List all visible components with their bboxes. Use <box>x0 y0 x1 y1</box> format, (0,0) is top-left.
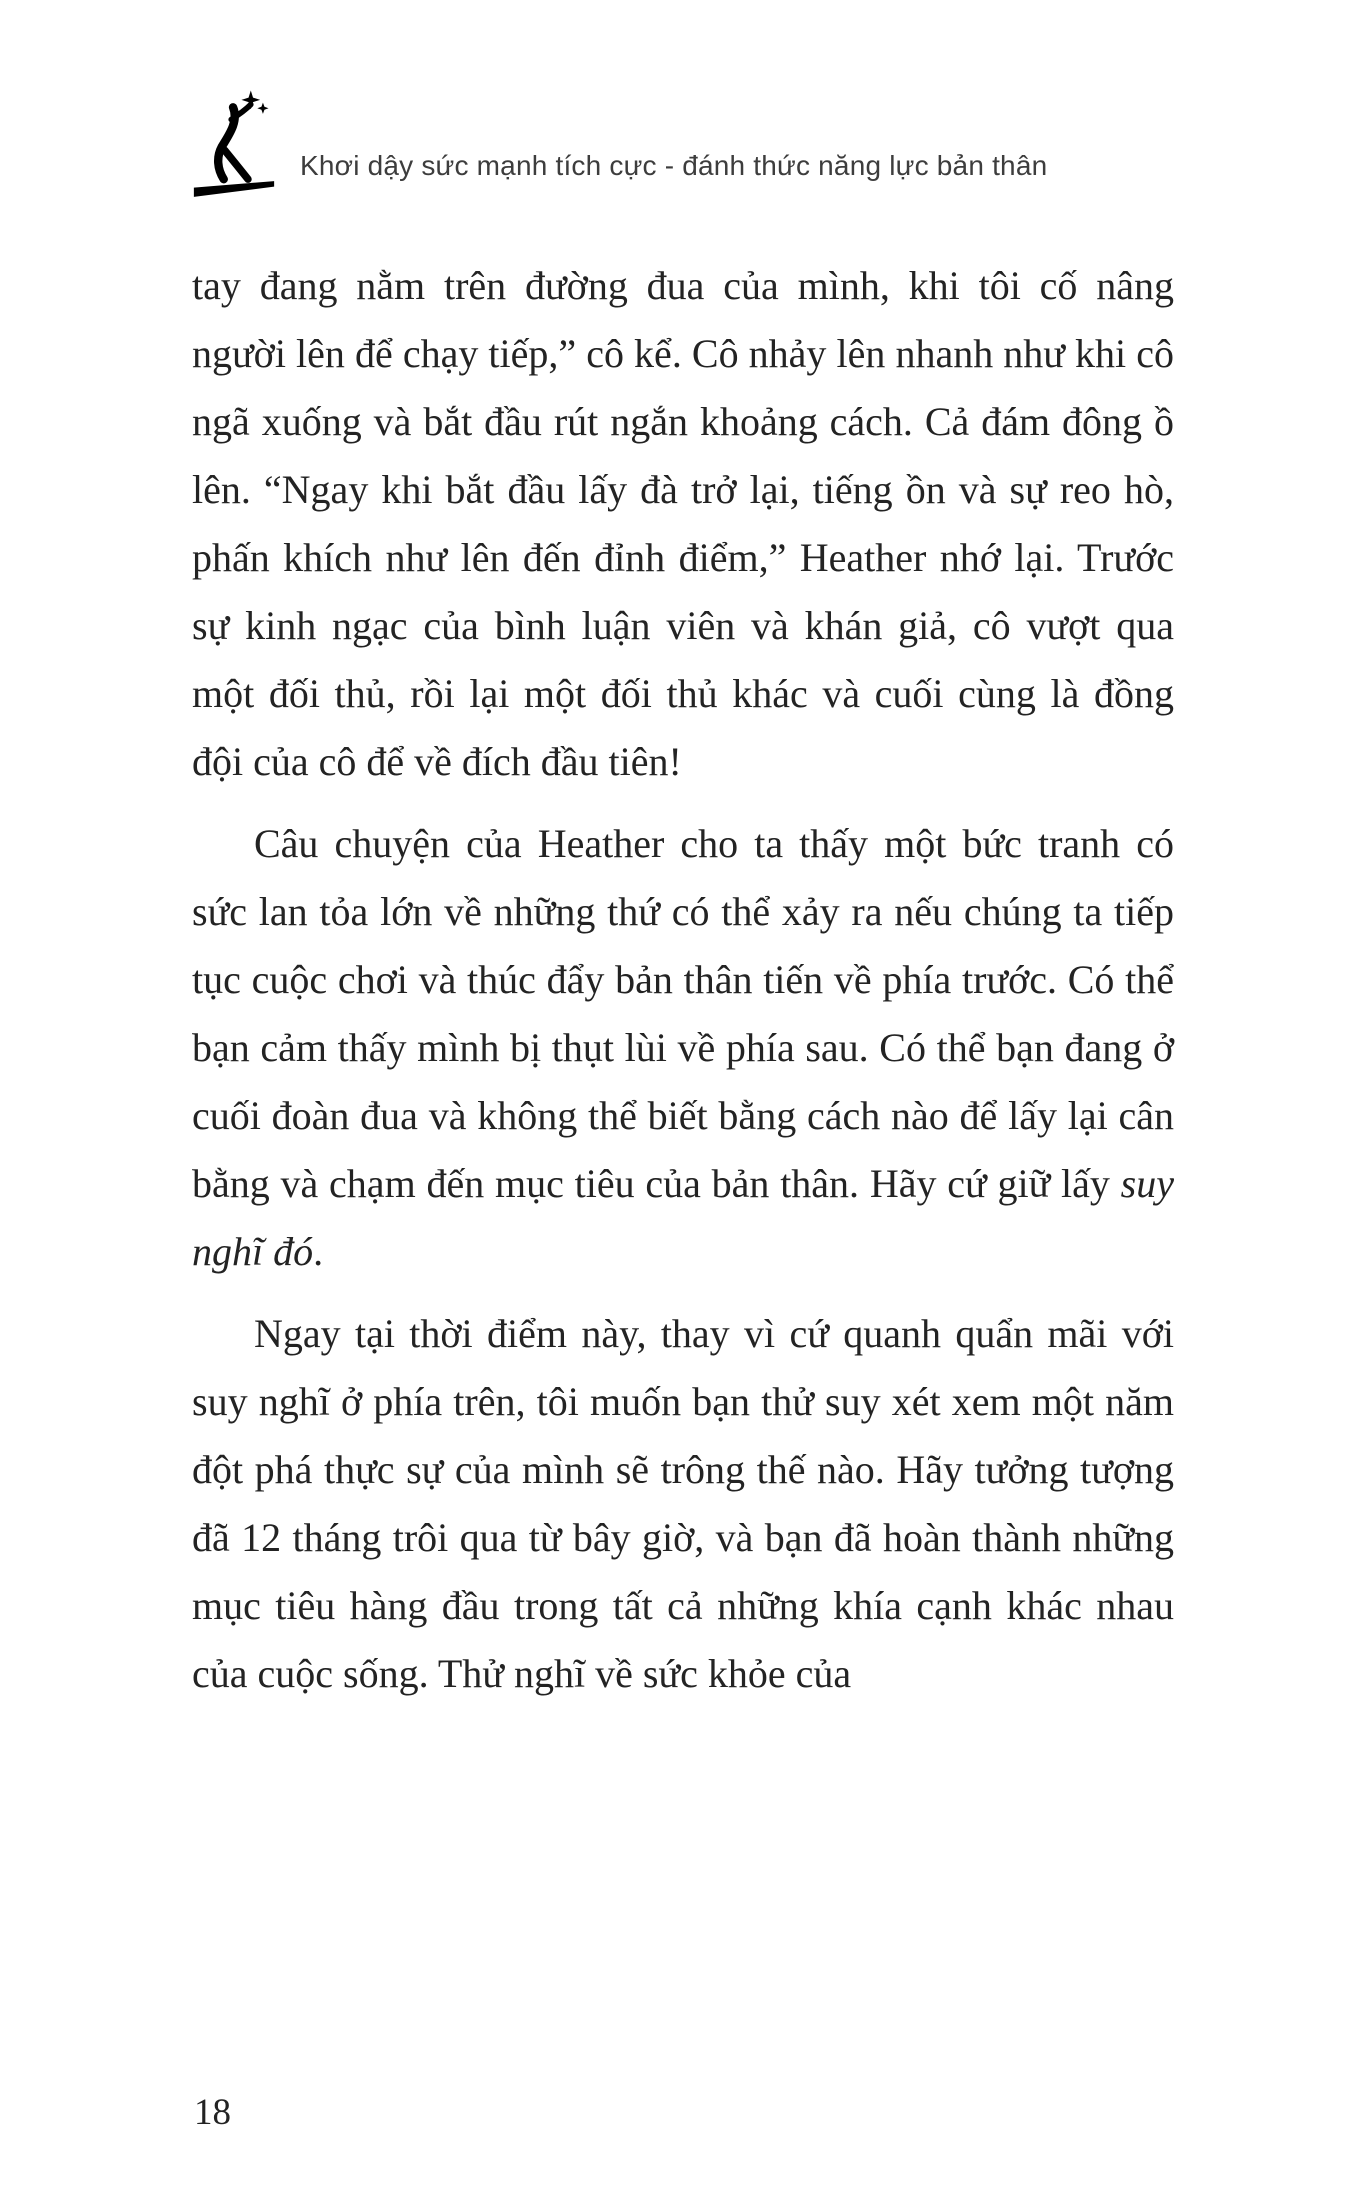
page-content <box>192 252 1174 1708</box>
paragraph <box>192 810 1174 1286</box>
paragraph-text: Câu chuyện của Heather cho ta thấy một bức tranh có sức lan tỏa lớn về những thứ có thể xảy ra nếu chúng ta tiếp tục cuộc chơi và thúc đẩy bản thân tiến về phía trước. Có thể bạn cảm thấy mình bị thụt lùi về phía sau. Có thể bạn đang ở cuối đoàn đua và không thể biết bằng cách nào để lấy lại cân bằng và chạm đến mục tiêu của bản thân. Hãy cứ giữ lấy <box>192 821 1174 1206</box>
star-figure-logo-icon <box>192 86 276 208</box>
book-title: Khơi dậy sức mạnh tích cực - đánh thức năng lực bản thân <box>300 150 1048 181</box>
paragraph-text: . <box>313 1229 324 1274</box>
paragraph: tay đang nằm trên đường đua của mình, khi tôi cố nâng người lên để chạy tiếp,” cô kể. Cô nhảy lên nhanh như khi cô ngã xuống và bắt đầu rút ngắn khoảng cách. Cả đám đông ồ lên. “Ngay khi bắt đầu lấy đà trở lại, tiếng ồn và sự reo hò, phấn khích như lên đến đỉnh điểm,” Heather nhớ lại. Trước sự kinh ngạc của bình luận viên và khán giả, cô vượt qua một đối thủ, rồi lại một đối thủ khác và cuối cùng là đồng đội của cô để về đích đầu tiên! <box>192 263 1174 784</box>
page-header <box>192 86 1174 208</box>
page-number: 18 <box>194 2092 231 2133</box>
paragraph-italic-text: suy nghĩ đó <box>192 1161 1174 1274</box>
paragraph: Ngay tại thời điểm này, thay vì cứ quanh quẩn mãi với suy nghĩ ở phía trên, tôi muốn bạn thử suy xét xem một năm đột phá thực sự của mình sẽ trông thế nào. Hãy tưởng tượng đã 12 tháng trôi qua từ bây giờ, và bạn đã hoàn thành những mục tiêu hàng đầu trong tất cả những khía cạnh khác nhau của cuộc sống. Thử nghĩ về sức khỏe của <box>192 1311 1174 1696</box>
